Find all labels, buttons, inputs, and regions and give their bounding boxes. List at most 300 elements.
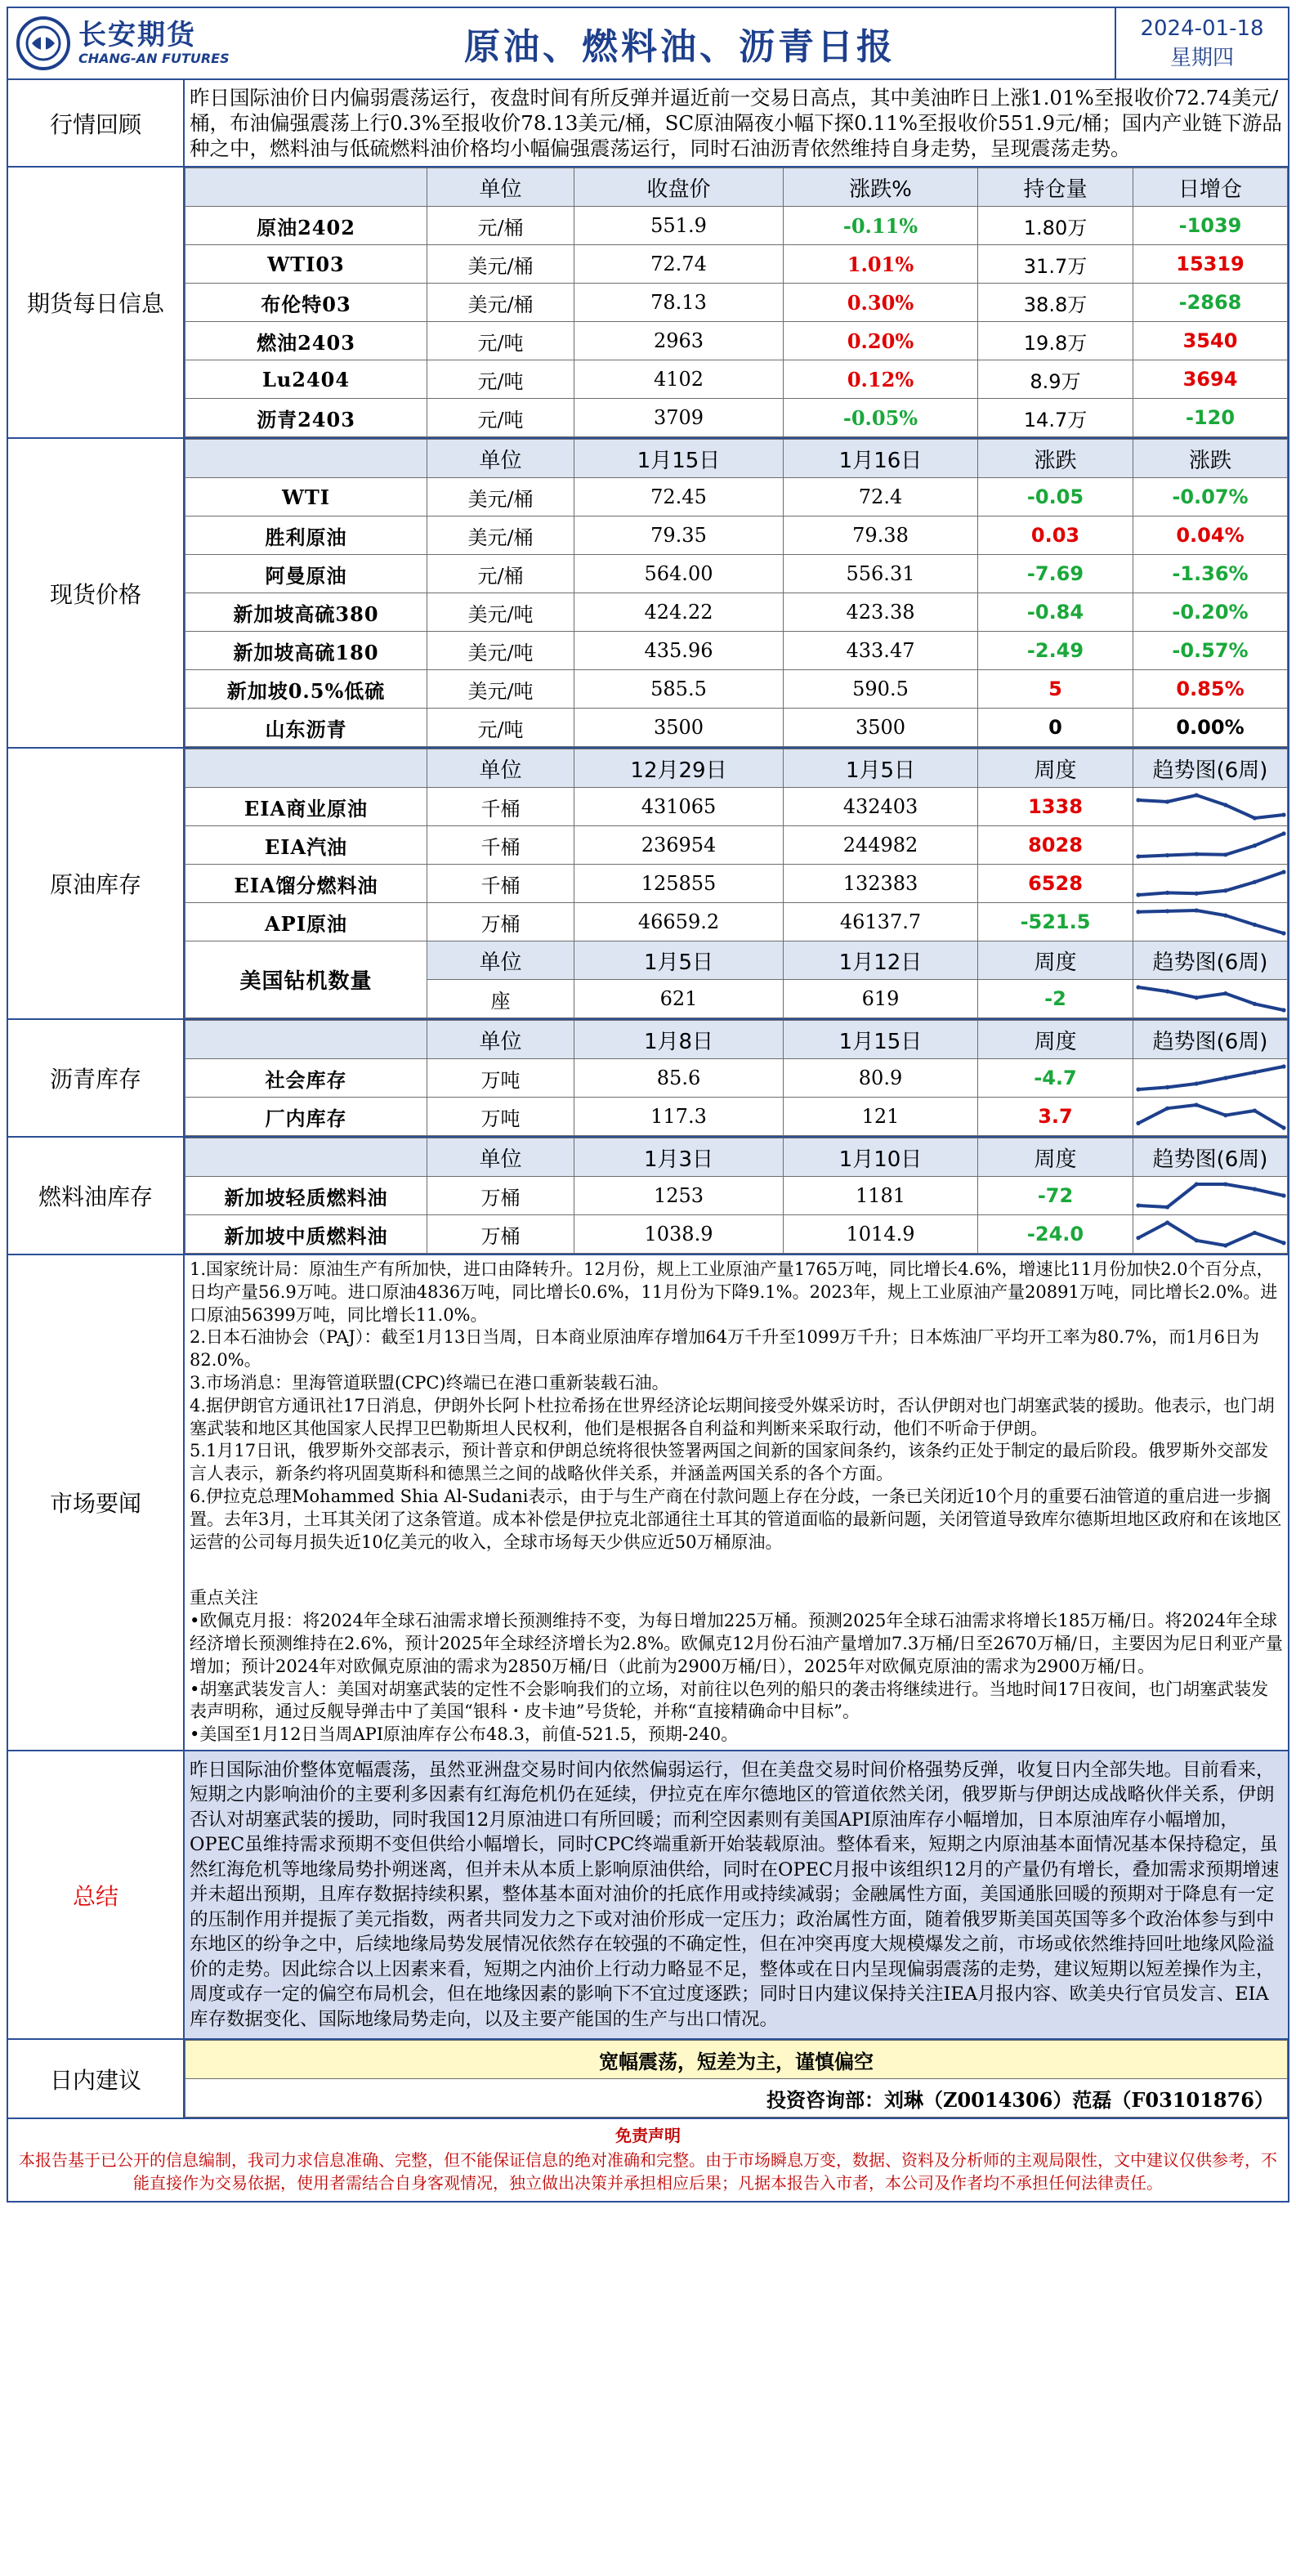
asphalt-header-row <box>185 1021 1288 1059</box>
spot-change-pct: -0.20% <box>1133 593 1288 632</box>
fuel-trend-1-trend-line <box>1138 1223 1284 1246</box>
spot-header-3: 1月16日 <box>784 440 978 478</box>
spot-unit: 元/吨 <box>427 709 574 747</box>
crude-trend-3-trend-point-4 <box>1253 923 1257 927</box>
crude-value-prev: 125855 <box>574 865 784 903</box>
futures-change-pct: 0.12% <box>784 360 978 399</box>
fuel-trend-1-trend-point-4 <box>1253 1231 1257 1235</box>
futures-change-pct: -0.11% <box>784 207 978 245</box>
fuel-trend-1-sparkline <box>1133 1218 1289 1250</box>
spot-price-day2: 79.38 <box>784 517 978 555</box>
asphalt-trend-1-trend-line <box>1138 1105 1284 1128</box>
news-label: 市场要闻 <box>8 1255 185 1750</box>
crude-inventory-table <box>185 749 1288 1018</box>
spot-price-day1: 585.5 <box>574 670 784 709</box>
crude-row <box>185 865 1288 903</box>
spot-unit: 美元/桶 <box>427 478 574 517</box>
crude-trend-0-trend-point-2 <box>1195 793 1199 797</box>
asphalt-trend-0-trend-point-3 <box>1223 1076 1227 1080</box>
rig-header-4: 趋势图(6周) <box>1133 941 1288 980</box>
rig-value-curr: 619 <box>784 980 978 1018</box>
crude-name: EIA商业原油 <box>185 788 427 826</box>
disclaimer-title: 免责声明 <box>615 2126 681 2146</box>
crude-trend-1-trend-point-0 <box>1136 854 1140 858</box>
futures-unit: 元/吨 <box>427 322 574 360</box>
futures-close: 78.13 <box>574 284 784 322</box>
asphalt-trend-1-trend-point-2 <box>1195 1102 1199 1107</box>
futures-open-interest: 8.9万 <box>978 360 1133 399</box>
futures-header-3: 涨跌% <box>784 168 978 207</box>
futures-header-4: 持仓量 <box>978 168 1133 207</box>
futures-open-interest: 31.7万 <box>978 245 1133 284</box>
spot-price-day2: 72.4 <box>784 478 978 517</box>
crude-header-5: 趋势图(6周) <box>1133 749 1288 788</box>
futures-unit: 元/吨 <box>427 399 574 437</box>
crude-trend-2-trend-point-5 <box>1281 870 1285 874</box>
asphalt-header-2: 1月8日 <box>574 1021 784 1059</box>
futures-change-pct: 1.01% <box>784 245 978 284</box>
asphalt-header-1: 单位 <box>427 1021 574 1059</box>
logo-english-name: CHANG-AN FUTURES <box>78 51 230 66</box>
advice-text: 宽幅震荡，短差为主，谨慎偏空 <box>185 2041 1288 2079</box>
news-item: 4.据伊朗官方通讯社17日消息，伊朗外长阿卜杜拉希扬在世界经济论坛期间接受外媒采访时，否认伊朗对也门胡塞武装的援助。他表示，也门胡塞武装和地区其他国家人民捍卫巴勒斯坦人民权利，他们是根据各自利益和判断来采取行动，他们不听命于伊朗。 <box>190 1395 1275 1438</box>
spot-change-pct: 0.04% <box>1133 517 1288 555</box>
crude-value-curr: 244982 <box>784 826 978 865</box>
fuel-inventory-section <box>8 1138 1288 1255</box>
spot-header-1: 单位 <box>427 440 574 478</box>
futures-name: 燃油2403 <box>185 322 427 360</box>
futures-section <box>8 168 1288 439</box>
report-date: 2024-01-18 <box>1140 16 1264 41</box>
market-review-label: 行情回顾 <box>8 80 185 166</box>
asphalt-row <box>185 1059 1288 1098</box>
spot-price-day1: 435.96 <box>574 632 784 670</box>
crude-trend-1-sparkline <box>1133 829 1289 861</box>
asphalt-trend-1-trend-point-1 <box>1165 1107 1169 1111</box>
spot-header-5: 涨跌 <box>1133 440 1288 478</box>
summary-section <box>8 1751 1288 2041</box>
asphalt-value-curr: 80.9 <box>784 1059 978 1098</box>
futures-close: 3709 <box>574 399 784 437</box>
crude-trend-3-sparkline <box>1133 906 1289 938</box>
fuel-trend-0-trend-line <box>1138 1184 1284 1207</box>
crude-trend-1-trend-point-4 <box>1253 843 1257 847</box>
rig-header-row <box>185 941 1288 980</box>
crude-trend-0-trend-point-3 <box>1223 803 1227 807</box>
crude-trend-2-trend-point-0 <box>1136 892 1140 897</box>
futures-name: 原油2402 <box>185 207 427 245</box>
spot-change-pct: 0.85% <box>1133 670 1288 709</box>
crude-header-row <box>185 749 1288 788</box>
spot-row <box>185 555 1288 593</box>
rig-trend-trend-point-3 <box>1223 991 1227 995</box>
asphalt-value-prev: 117.3 <box>574 1098 784 1136</box>
crude-unit: 千桶 <box>427 865 574 903</box>
asphalt-weekly-change: 3.7 <box>978 1098 1133 1136</box>
crude-trend-3 <box>1133 903 1288 941</box>
crude-value-prev: 236954 <box>574 826 784 865</box>
crude-name: EIA汽油 <box>185 826 427 865</box>
rig-header-2: 1月12日 <box>784 941 978 980</box>
fuel-header-0 <box>185 1138 427 1177</box>
asphalt-trend-0-trend-point-4 <box>1253 1070 1257 1074</box>
report-title: 原油、燃料油、沥青日报 <box>464 26 896 68</box>
futures-header-row <box>185 168 1288 207</box>
spot-price-day2: 433.47 <box>784 632 978 670</box>
asphalt-row <box>185 1098 1288 1136</box>
asphalt-trend-0-trend-point-1 <box>1165 1085 1169 1089</box>
asphalt-trend-0-trend-line <box>1138 1067 1284 1089</box>
fuel-inventory-label: 燃料油库存 <box>8 1138 185 1254</box>
fuel-trend-0-trend-point-0 <box>1136 1203 1140 1207</box>
crude-trend-2 <box>1133 865 1288 903</box>
advice-consultant: 投资咨询部：刘琳（Z0014306）范磊（F03101876） <box>185 2079 1288 2118</box>
crude-name: API原油 <box>185 903 427 941</box>
fuel-trend-0-sparkline <box>1133 1179 1289 1212</box>
spot-section <box>8 439 1288 749</box>
crude-trend-2-trend-point-4 <box>1253 880 1257 884</box>
spot-price-day1: 79.35 <box>574 517 784 555</box>
fuel-trend-0-trend-point-5 <box>1281 1193 1285 1197</box>
fuel-trend-1-trend-point-2 <box>1195 1238 1199 1242</box>
focus-item: •欧佩克月报：将2024年全球石油需求增长预测维持不变，为每日增加225万桶。预测2025年全球石油需求将增长185万桶/日。将2024年全球经济增长预测维持在2.6%，预计2025年全球经济增长为2.8%。欧佩克12月份石油产量增加7.3万桶/日至2670万桶/日，主要因为尼日利亚产量增加；预计2024年对欧佩克原油的需求为2850万桶/日（此前为2900万桶/日），2025年对欧佩克原油的需求为2900万桶/日。 <box>190 1611 1283 1676</box>
spot-name: 胜利原油 <box>185 517 427 555</box>
crude-value-curr: 46137.7 <box>784 903 978 941</box>
rig-trend-trend-point-2 <box>1195 995 1199 1000</box>
futures-unit: 美元/桶 <box>427 284 574 322</box>
asphalt-trend-1-sparkline <box>1133 1100 1289 1133</box>
spot-row <box>185 632 1288 670</box>
asphalt-header-3: 1月15日 <box>784 1021 978 1059</box>
news-item: 2.日本石油协会（PAJ）：截至1月13日当周，日本商业原油库存增加64万千升至1099万千升；日本炼油厂平均开工率为80.7%，而1月6日为82.0%。 <box>190 1327 1259 1371</box>
crude-trend-2-trend-point-1 <box>1165 891 1169 895</box>
spot-name: 阿曼原油 <box>185 555 427 593</box>
fuel-header-5: 趋势图(6周) <box>1133 1138 1288 1177</box>
spot-name: 新加坡0.5%低硫 <box>185 670 427 709</box>
rig-weekly-change: -2 <box>978 980 1133 1018</box>
fuel-unit: 万桶 <box>427 1215 574 1254</box>
fuel-value-curr: 1014.9 <box>784 1215 978 1254</box>
crude-trend-0-trend-point-5 <box>1281 812 1285 816</box>
spot-header-row <box>185 440 1288 478</box>
rig-trend <box>1133 980 1288 1018</box>
crude-trend-3-trend-point-2 <box>1195 908 1199 912</box>
spot-price-day1: 72.45 <box>574 478 784 517</box>
news-item: 1.国家统计局：原油生产有所加快，进口由降转升。12月份，规上工业原油产量1765万吨，同比增长4.6%，增速比11月份加快2.0个百分点，日均产量56.9万吨。进口原油4836万吨，同比增长0.6%，11月份为下降9.1%。2023年，规上工业原油产量20891万吨，同比增长2.0%。进口原油56399万吨，同比增长11.0%。 <box>190 1259 1278 1325</box>
report-header <box>8 8 1288 80</box>
crude-value-prev: 431065 <box>574 788 784 826</box>
fuel-inventory-table <box>185 1138 1288 1254</box>
spot-row <box>185 517 1288 555</box>
futures-unit: 美元/桶 <box>427 245 574 284</box>
crude-header-0 <box>185 749 427 788</box>
spot-change-pct: -1.36% <box>1133 555 1288 593</box>
crude-trend-2-trend-point-3 <box>1223 888 1227 892</box>
spot-name: 新加坡高硫180 <box>185 632 427 670</box>
crude-trend-1-trend-point-5 <box>1281 831 1285 835</box>
spot-price-day2: 590.5 <box>784 670 978 709</box>
market-review-section <box>8 80 1288 168</box>
crude-trend-0-trend-point-0 <box>1136 798 1140 802</box>
crude-unit: 万桶 <box>427 903 574 941</box>
fuel-header-1: 单位 <box>427 1138 574 1177</box>
spot-label: 现货价格 <box>8 439 185 747</box>
crude-trend-2-trend-line <box>1138 872 1284 895</box>
futures-close: 72.74 <box>574 245 784 284</box>
asphalt-inventory-section <box>8 1020 1288 1138</box>
spot-price-day2: 3500 <box>784 709 978 747</box>
asphalt-trend-0-trend-point-2 <box>1195 1081 1199 1085</box>
futures-oi-change: -120 <box>1133 399 1288 437</box>
futures-row <box>185 399 1288 437</box>
spot-change: 5 <box>978 670 1133 709</box>
rig-name: 美国钻机数量 <box>185 941 427 1018</box>
crude-trend-0-trend-point-4 <box>1253 816 1257 820</box>
crude-trend-0-trend-line <box>1138 795 1284 818</box>
crude-trend-1-trend-line <box>1138 834 1284 856</box>
report-weekday: 星期四 <box>1169 46 1234 70</box>
rig-header-3: 周度 <box>978 941 1133 980</box>
rig-header-0: 单位 <box>427 941 574 980</box>
asphalt-name: 社会库存 <box>185 1059 427 1098</box>
crude-weekly-change: 6528 <box>978 865 1133 903</box>
asphalt-trend-1-trend-point-5 <box>1281 1125 1285 1129</box>
crude-trend-0-sparkline <box>1133 790 1289 823</box>
spot-price-day2: 423.38 <box>784 593 978 632</box>
crude-trend-0-trend-point-1 <box>1165 799 1169 803</box>
spot-unit: 元/桶 <box>427 555 574 593</box>
asphalt-trend-0-trend-point-0 <box>1136 1087 1140 1091</box>
rig-trend-trend-point-5 <box>1281 1008 1285 1012</box>
fuel-trend-1-trend-point-3 <box>1223 1243 1227 1247</box>
asphalt-header-0 <box>185 1021 427 1059</box>
futures-row <box>185 360 1288 399</box>
futures-name: 沥青2403 <box>185 399 427 437</box>
fuel-name: 新加坡轻质燃料油 <box>185 1177 427 1215</box>
asphalt-trend-1-trend-point-4 <box>1253 1108 1257 1112</box>
crude-trend-0 <box>1133 788 1288 826</box>
futures-open-interest: 38.8万 <box>978 284 1133 322</box>
spot-name: 新加坡高硫380 <box>185 593 427 632</box>
fuel-unit: 万桶 <box>427 1177 574 1215</box>
spot-unit: 美元/吨 <box>427 670 574 709</box>
crude-header-1: 单位 <box>427 749 574 788</box>
futures-open-interest: 1.80万 <box>978 207 1133 245</box>
futures-unit: 元/桶 <box>427 207 574 245</box>
crude-trend-3-trend-point-3 <box>1223 914 1227 918</box>
news-item: 6.伊拉克总理Mohammed Shia Al-Sudani表示，由于与生产商在付款问题上存在分歧，一条已关闭近10个月的重要石油管道的重启进一步搁置。去年3月，土耳其关闭了这条管道。成本补偿是伊拉克北部通往土耳其的管道面临的最新问题，关闭管道导致库尔德斯坦地区政府和在该地区运营的公司每月损失近10亿美元的收入，全球市场每天少供应近50万桶原油。 <box>190 1486 1282 1552</box>
spot-row <box>185 593 1288 632</box>
fuel-header-row <box>185 1138 1288 1177</box>
fuel-trend-0-trend-point-2 <box>1195 1182 1199 1186</box>
summary-text: 昨日国际油价整体宽幅震荡，虽然亚洲盘交易时间内依然偏弱运行，但在美盘交易时间价格强势反弹，收复日内全部失地。目前看来，短期之内影响油价的主要利多因素有红海危机仍在延续，伊拉克在库尔德地区的管道依然关闭，俄罗斯与伊朗达成战略伙伴关系，伊朗否认对胡塞武装的援助，同时我国12月原油进口有所回暖；而利空因素则有美国API原油库存小幅增加，日本原油库存小幅增加，OPEC虽维持需求预期不变但供给小幅增长，同时CPC终端重新开始装载原油。整体看来，短期之内原油基本面情况基本保持稳定，虽然红海危机等地缘局势扑朔迷离，但并未从本质上影响原油供给，同时在OPEC月报中该组织12月的产量仍有增长，叠加需求预期增速并未超出预期，且库存数据持续积累，整体基本面对油价的托底作用或持续减弱；金融属性方面，美国通胀回暖的预期对于降息有一定的压制作用并提振了美元指数，两者共同发力之下或对油价形成一定压力；政治属性方面，随着俄罗斯美国英国等多个政治体参与到中东地区的纷争之中，后续地缘局势发展情况依然存在较强的不确定性，但在冲突再度大规模爆发之前，市场或依然维持回吐地缘风险溢价的走势。因此综合以上因素来看，短期之内油价上行动力略显不足，整体或在日内呈现偏弱震荡的走势，建议短期以短差操作为主，周度或存一定的偏空布局机会，但在地缘因素的影响下不宜过度逐跌；同时日内建议保持关注IEA月报内容、欧美央行官员发言、EIA库存数据变化、国际地缘局势走向，以及主要产能国的生产与出口情况。 <box>185 1751 1288 2039</box>
spot-row <box>185 478 1288 517</box>
spot-header-4: 涨跌 <box>978 440 1133 478</box>
fuel-name: 新加坡中质燃料油 <box>185 1215 427 1254</box>
futures-close: 4102 <box>574 360 784 399</box>
crude-weekly-change: -521.5 <box>978 903 1133 941</box>
fuel-row <box>185 1177 1288 1215</box>
futures-change-pct: 0.30% <box>784 284 978 322</box>
crude-trend-3-trend-point-1 <box>1165 909 1169 913</box>
fuel-trend-0-trend-point-4 <box>1253 1187 1257 1191</box>
rig-trend-sparkline <box>1133 982 1289 1015</box>
rig-value-prev: 621 <box>574 980 784 1018</box>
crude-unit: 千桶 <box>427 826 574 865</box>
logo-chinese-name: 长安期货 <box>78 19 196 51</box>
futures-open-interest: 14.7万 <box>978 399 1133 437</box>
spot-price-day1: 3500 <box>574 709 784 747</box>
crude-trend-1 <box>1133 826 1288 865</box>
crude-trend-2-trend-point-2 <box>1195 892 1199 896</box>
futures-table <box>185 168 1288 437</box>
futures-name: Lu2404 <box>185 360 427 399</box>
news-item: 3.市场消息：里海管道联盟(CPC)终端已在港口重新装载石油。 <box>190 1372 669 1393</box>
rig-trend-trend-line <box>1138 987 1284 1010</box>
focus-item: •胡塞武装发言人：美国对胡塞武装的定性不会影响我们的立场，对前往以色列的船只的袭击将继续进行。当地时间17日夜间，也门胡塞武装发表声明称，通过反舰导弹击中了美国“银科・皮卡迪”号货轮，并称“直接精确命中目标”。 <box>190 1679 1269 1722</box>
advice-section <box>8 2040 1288 2118</box>
spot-change: -7.69 <box>978 555 1133 593</box>
news-section <box>8 1255 1288 1751</box>
fuel-header-2: 1月3日 <box>574 1138 784 1177</box>
spot-change-pct: 0.00% <box>1133 709 1288 747</box>
asphalt-trend-0 <box>1133 1059 1288 1098</box>
fuel-value-curr: 1181 <box>784 1177 978 1215</box>
asphalt-unit: 万吨 <box>427 1059 574 1098</box>
crude-trend-2-sparkline <box>1133 867 1289 900</box>
crude-weekly-change: 8028 <box>978 826 1133 865</box>
asphalt-inventory-table <box>185 1020 1288 1136</box>
asphalt-header-4: 周度 <box>978 1021 1133 1059</box>
fuel-trend-1 <box>1133 1215 1288 1254</box>
spot-change: 0 <box>978 709 1133 747</box>
futures-header-0 <box>185 168 427 207</box>
focus-title: 重点关注 <box>190 1588 258 1608</box>
futures-change-pct: 0.20% <box>784 322 978 360</box>
fuel-trend-0 <box>1133 1177 1288 1215</box>
crude-row <box>185 826 1288 865</box>
spot-price-day1: 424.22 <box>574 593 784 632</box>
crude-header-4: 周度 <box>978 749 1133 788</box>
fuel-header-3: 1月10日 <box>784 1138 978 1177</box>
crude-trend-1-trend-point-3 <box>1223 852 1227 856</box>
futures-close: 551.9 <box>574 207 784 245</box>
futures-header-2: 收盘价 <box>574 168 784 207</box>
asphalt-weekly-change: -4.7 <box>978 1059 1133 1098</box>
news-block <box>185 1255 1288 1750</box>
spot-table <box>185 439 1288 747</box>
crude-value-curr: 432403 <box>784 788 978 826</box>
asphalt-trend-1-trend-point-0 <box>1136 1121 1140 1125</box>
futures-name: WTI03 <box>185 245 427 284</box>
crude-row <box>185 903 1288 941</box>
spot-price-day1: 564.00 <box>574 555 784 593</box>
crude-inventory-section <box>8 749 1288 1020</box>
asphalt-name: 厂内库存 <box>185 1098 427 1136</box>
crude-trend-1-trend-point-1 <box>1165 853 1169 857</box>
futures-row <box>185 322 1288 360</box>
fuel-trend-1-trend-point-1 <box>1165 1220 1169 1224</box>
rig-trend-trend-point-1 <box>1165 989 1169 993</box>
advice-label: 日内建议 <box>8 2040 185 2118</box>
spot-unit: 美元/吨 <box>427 593 574 632</box>
asphalt-trend-1 <box>1133 1098 1288 1136</box>
spot-name: WTI <box>185 478 427 517</box>
futures-oi-change: 15319 <box>1133 245 1288 284</box>
crude-trend-3-trend-point-0 <box>1136 910 1140 914</box>
asphalt-unit: 万吨 <box>427 1098 574 1136</box>
report-frame <box>7 7 1289 2119</box>
crude-value-curr: 132383 <box>784 865 978 903</box>
futures-label: 期货每日信息 <box>8 168 185 437</box>
company-logo <box>16 16 245 70</box>
crude-unit: 千桶 <box>427 788 574 826</box>
crude-weekly-change: 1338 <box>978 788 1133 826</box>
spot-unit: 美元/吨 <box>427 632 574 670</box>
crude-value-prev: 46659.2 <box>574 903 784 941</box>
disclaimer <box>7 2119 1289 2203</box>
spot-change: 0.03 <box>978 517 1133 555</box>
asphalt-value-curr: 121 <box>784 1098 978 1136</box>
crude-trend-1-trend-point-2 <box>1195 852 1199 856</box>
fuel-weekly-change: -72 <box>978 1177 1133 1215</box>
fuel-header-4: 周度 <box>978 1138 1133 1177</box>
disclaimer-text: 本报告基于已公开的信息编制，我司力求信息准确、完整，但不能保证信息的绝对准确和完整。由于市场瞬息万变，数据、资料及分析师的主观局限性，文中建议仅供参考，不能直接作为交易依据，使用者需结合自身客观情况，独立做出决策并承担相应后果；凡据本报告入市者，本公司及作者均不承担任何法律责任。 <box>19 2150 1277 2194</box>
spot-price-day2: 556.31 <box>784 555 978 593</box>
crude-trend-3-trend-point-5 <box>1281 931 1285 935</box>
asphalt-header-5: 趋势图(6周) <box>1133 1021 1288 1059</box>
spot-row <box>185 670 1288 709</box>
futures-oi-change: 3694 <box>1133 360 1288 399</box>
rig-trend-trend-point-4 <box>1253 1002 1257 1006</box>
asphalt-trend-1-trend-point-3 <box>1223 1113 1227 1117</box>
crude-header-2: 12月29日 <box>574 749 784 788</box>
crude-row <box>185 788 1288 826</box>
summary-label: 总结 <box>8 1751 185 2039</box>
spot-name: 山东沥青 <box>185 709 427 747</box>
fuel-trend-0-trend-point-1 <box>1165 1205 1169 1209</box>
spot-header-0 <box>185 440 427 478</box>
asphalt-trend-0-trend-point-5 <box>1281 1064 1285 1068</box>
spot-change: -2.49 <box>978 632 1133 670</box>
spot-row <box>185 709 1288 747</box>
spot-unit: 美元/桶 <box>427 517 574 555</box>
focus-item: •美国至1月12日当周API原油库存公布48.3，前值-521.5，预期-240。 <box>190 1724 739 1745</box>
fuel-trend-0-trend-point-3 <box>1223 1182 1227 1186</box>
spot-header-2: 1月15日 <box>574 440 784 478</box>
asphalt-inventory-label: 沥青库存 <box>8 1020 185 1136</box>
fuel-trend-1-trend-point-5 <box>1281 1241 1285 1245</box>
report-date-block <box>1115 8 1288 78</box>
futures-row <box>185 245 1288 284</box>
rig-header-1: 1月5日 <box>574 941 784 980</box>
futures-close: 2963 <box>574 322 784 360</box>
fuel-value-prev: 1253 <box>574 1177 784 1215</box>
fuel-weekly-change: -24.0 <box>978 1215 1133 1254</box>
futures-name: 布伦特03 <box>185 284 427 322</box>
fuel-row <box>185 1215 1288 1254</box>
market-review-text: 昨日国际油价日内偏弱震荡运行，夜盘时间有所反弹并逼近前一交易日高点，其中美油昨日上涨1.01%至报收价72.74美元/桶，布油偏强震荡上行0.3%至报收价78.13美元/桶，SC原油隔夜小幅下探0.11%至报收价551.9元/桶；国内产业链下游品种之中，燃料油与低硫燃料油价格均小幅偏强震荡运行，同时石油沥青依然维持自身走势，呈现震荡走势。 <box>190 86 1282 160</box>
fuel-trend-1-trend-point-0 <box>1136 1236 1140 1240</box>
futures-change-pct: -0.05% <box>784 399 978 437</box>
futures-header-1: 单位 <box>427 168 574 207</box>
news-item: 5.1月17日讯，俄罗斯外交部表示，预计普京和伊朗总统将很快签署两国之间新的国家间条约，该条约正处于制定的最后阶段。俄罗斯外交部发言人表示，新条约将巩固莫斯科和德黑兰之间的战略伙伴关系，并涵盖两国关系的各个方面。 <box>190 1441 1269 1484</box>
spot-change: -0.84 <box>978 593 1133 632</box>
spot-change-pct: -0.57% <box>1133 632 1288 670</box>
crude-header-3: 1月5日 <box>784 749 978 788</box>
futures-open-interest: 19.8万 <box>978 322 1133 360</box>
rig-unit: 座 <box>427 980 574 1018</box>
